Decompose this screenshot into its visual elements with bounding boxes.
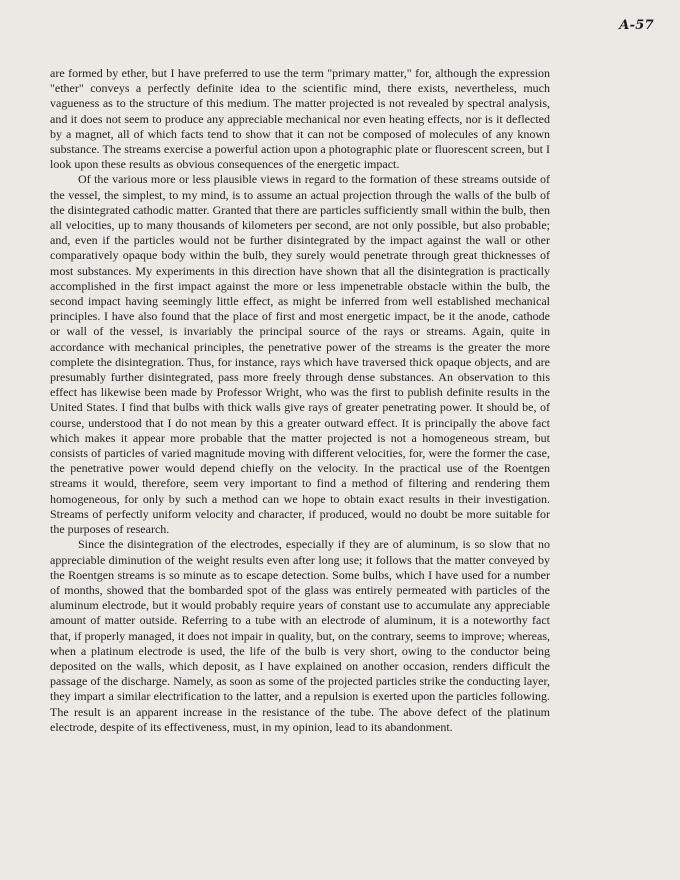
- paragraph-1: are formed by ether, but I have preferred to use the term "primary matter," for, although the expression "ether" conveys a perfectly definite idea to the scientific mind, there exists, nevertheless, much vagueness as to the structure of this medium. The matter projected is not revealed by spectral analysis, and it does not seem to produce any appreciable mechanical nor even heating effects, nor is it deflected by a magnet, all of which facts tend to show that it can not be composed of molecules of any known substance. The streams exercise a powerful action upon a photographic plate or fluorescent screen, but I look upon these results as obvious consequences of the energetic impact.: [50, 66, 550, 172]
- paragraph-2: Of the various more or less plausible views in regard to the formation of these streams outside of the vessel, the simplest, to my mind, is to assume an actual projection through the walls of the bulb of the disintegrated cathodic matter. Granted that there are particles sufficiently small within the bulb, then all velocities, up to many thousands of kilometers per second, are not only possible, but also probable; and, even if the particles would not be further disintegrated by the impact against the wall or other comparatively opaque body within the bulb, they surely would penetrate through great thicknesses of most substances. My experiments in this direction have shown that all the disintegration is practically accomplished in the first impact against the more or less impenetrable obstacle within the bulb, the second impact having seemingly little effect, as might be inferred from well established mechanical principles. I have also found that the place of first and most energetic impact, be it the anode, cathode or wall of the vessel, is invariably the principal source of the rays or streams. Again, quite in accordance with mechanical principles, the penetrative power of the streams is the greater the more complete the disintegration. Thus, for instance, rays which have traversed thick opaque objects, and are presumably further disintegrated, pass more freely through dense substances. An observation to this effect has likewise been made by Professor Wright, who was the first to publish definite results in the United States. I find that bulbs with thick walls give rays of greater penetrating power. It should be, of course, understood that I do not mean by this a greater outward effect. It is principally the above fact which makes it appear more probable that the matter projected is not a homogeneous stream, but consists of particles of varied magnitude moving with different velocities, for, were the former the case, the penetrative power would depend chiefly on the velocity. In the practical use of the Roentgen streams it would, therefore, seem very important to find a method of filtering and rendering them homogeneous, for only by such a method can we hope to obtain exact results in their investigation. Streams of perfectly uniform velocity and character, if produced, would no doubt be more suitable for the purposes of research.: [50, 172, 550, 537]
- paragraph-3: Since the disintegration of the electrodes, especially if they are of aluminum, is so slow that no appreciable diminution of the weight results even after long use; it follows that the matter conveyed by the Roentgen streams is so minute as to escape detection. Some bulbs, which I have used for a number of months, showed that the bombarded spot of the glass was entirely permeated with particles of the aluminum electrode, but it would probably require years of constant use to accumulate any appreciable amount of matter outside. Referring to a tube with an electrode of aluminum, it is a noteworthy fact that, if properly managed, it does not impair in quality, but, on the contrary, seems to improve; whereas, when a platinum electrode is used, the life of the bulb is very short, owing to the conductor being deposited on the walls, which deposit, as I have explained on another occasion, renders difficult the passage of the discharge. Namely, as soon as some of the projected particles strike the conducting layer, they impart a similar electrification to the latter, and a repulsion is exerted upon the particles following. The result is an apparent increase in the resistance of the tube. The above defect of the platinum electrode, despite of its effectiveness, must, in my opinion, lead to its abandonment.: [50, 537, 550, 734]
- page-number: A-57: [619, 18, 654, 33]
- body-text: [50, 66, 550, 735]
